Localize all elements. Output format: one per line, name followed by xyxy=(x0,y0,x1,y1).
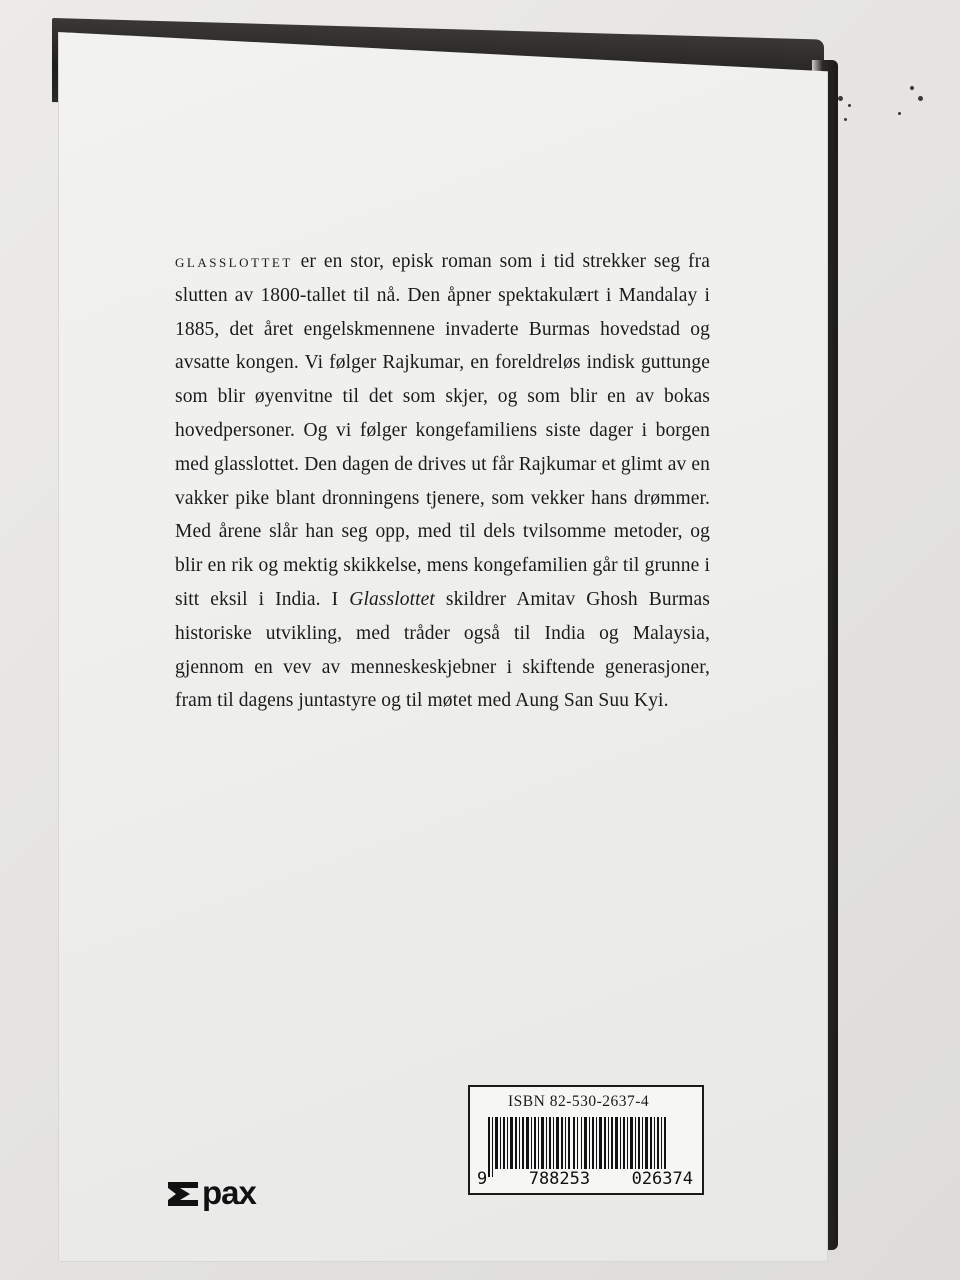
blurb-paragraph xyxy=(175,245,710,718)
isbn-digit-group: 9 xyxy=(477,1169,488,1189)
blurb-text-part2: skildrer Amitav Ghosh Burmas historiske utvikling, med tråder også til India og Malaysia, gjennom en vev av menneskeskjebner i skiftende generasjoner, fram til dagens juntastyre og til møtet med Aung San Suu Kyi. xyxy=(175,588,710,712)
dust-speck xyxy=(848,104,851,107)
dust-speck xyxy=(844,118,847,121)
publisher-logo xyxy=(168,1174,256,1211)
isbn-label: ISBN 82-530-2637-4 xyxy=(508,1093,650,1110)
isbn-barcode-box xyxy=(468,1085,704,1195)
isbn-digits xyxy=(476,1169,694,1189)
back-cover-blurb xyxy=(175,245,710,718)
dust-speck xyxy=(898,112,901,115)
book-title-italic: Glasslottet xyxy=(349,588,435,610)
blurb-text-part1: er en stor, episk roman som i tid strekker seg fra slutten av 1800-tallet til nå. Den åpner spektakulært i Mandalay i 1885, det året engelskmennene invaderte Burmas hovedstad og avsatte kongen. Vi følger Rajkumar, en foreldreløs indisk guttunge som blir øyenvitne til det som skjer, og som blir en av bokas hovedpersoner. Og vi følger kongefamiliens siste dager i borgen med glasslottet. Den dagen de drives ut får Rajkumar et glimt av en vakker pike blant dronningens tjenere, som vekker hans drømmer. Med årene slår han seg opp, med til dels tvilsomme metoder, og blir en rik og mektig skikkelse, mens kongefamilien går til grunne i sitt eksil i India. I xyxy=(175,251,710,610)
isbn-digit-group: 788253 xyxy=(528,1169,591,1189)
isbn-digit-group: 026374 xyxy=(631,1169,693,1189)
dust-speck xyxy=(910,86,914,90)
pax-mark-icon xyxy=(168,1178,202,1208)
dust-speck xyxy=(918,96,923,101)
publisher-name: pax xyxy=(202,1174,256,1211)
book-title-smallcaps: glasslottet xyxy=(175,251,293,272)
dust-speck xyxy=(838,96,843,101)
